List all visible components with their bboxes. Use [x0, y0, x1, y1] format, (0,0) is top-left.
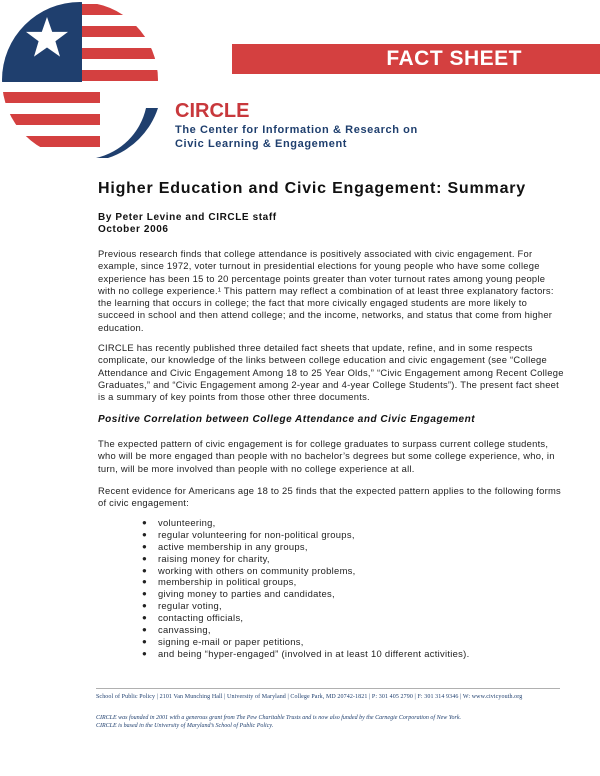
list-item: ● membership in political groups,	[142, 576, 297, 588]
list-item: ● volunteering,	[142, 517, 216, 528]
bullet-icon: ●	[142, 601, 148, 611]
bullet-icon: ●	[142, 636, 148, 646]
section-heading: Positive Correlation between College Attendance and Civic Engagement	[98, 414, 476, 425]
list-item: ● contacting officials,	[142, 612, 244, 624]
bullet-icon: ●	[142, 589, 148, 599]
org-tagline-line2: Civic Learning & Engagement	[175, 138, 348, 150]
bullet-icon: ●	[142, 553, 148, 563]
list-item: ● signing e-mail or paper petitions,	[142, 635, 304, 647]
expected-pattern-paragraph: The expected pattern of civic engagement is for college graduates to surpass current college students, who will be more engaged than people with no bachelor’s degrees but some college experience, who, in turn, will be more involved than people with no college experience at all.	[98, 438, 555, 474]
banner-label: FACT SHEET	[386, 47, 522, 70]
list-item: ● canvassing,	[142, 624, 211, 636]
byline	[98, 212, 277, 236]
fact-sheet-banner	[232, 44, 600, 74]
list-item: ● and being “hyper-engaged” (involved in at least 10 different activities).	[142, 647, 470, 659]
bullet-icon: ●	[142, 518, 148, 527]
list-item: ● raising money for charity,	[142, 552, 270, 564]
org-name: CIRCLE	[175, 100, 250, 122]
bullet-icon: ●	[142, 529, 148, 539]
bullet-icon: ●	[142, 613, 148, 623]
bullet-icon: ●	[142, 577, 148, 587]
star-and-stripes-logo	[0, 0, 160, 165]
intro-paragraph: Previous research finds that college attendance is positively associated with civic engagement. For example, since 1972, voter turnout in presidential elections for young people who have some college experience has been 15 to 20 percentage points greater than voter turnout rates among young people with no college experience.¹ This pattern may reflect a combination of at least three explanatory factors: the learning that occurs in college; the fact that more civically engaged students are more likely to succeed in school and then attend college; and the income, networks, and status that come from higher education.	[98, 248, 554, 333]
footer-address: School of Public Policy | 2101 Van Munching Hall | University of Maryland | College Park, MD 20742-1821 | P: 301 405 2790 | F: 301 314 9346 | W: www.civicyouth.org	[96, 694, 523, 700]
footer-notes	[96, 714, 566, 730]
list-item: ● working with others on community problems,	[142, 564, 356, 576]
publication-date: October 2006	[98, 224, 169, 235]
bullet-icon: ●	[142, 648, 148, 658]
list-item: ● regular voting,	[142, 600, 222, 612]
bullet-icon: ●	[142, 541, 148, 551]
footer-funding-note: CIRCLE was founded in 2001 with a generous grant from The Pew Charitable Trusts and is now also funded by the Carnegie Corporation of New York.	[96, 715, 462, 721]
authors: By Peter Levine and CIRCLE staff	[98, 212, 277, 223]
list-item: ● active membership in any groups,	[142, 540, 308, 552]
list-item: ● regular volunteering for non-political groups,	[142, 528, 355, 540]
list-item: ● giving money to parties and candidates,	[142, 588, 335, 600]
bullet-icon: ●	[142, 625, 148, 635]
footer-location-note: CIRCLE is based in the University of Maryland’s School of Public Policy.	[96, 723, 274, 729]
footer-divider	[96, 688, 560, 689]
bullet-icon: ●	[142, 565, 148, 575]
recent-evidence-paragraph: Recent evidence for Americans age 18 to 25 finds that the expected pattern applies to the following forms of civic engagement:	[98, 485, 561, 509]
page-title: Higher Education and Civic Engagement: Summary	[98, 180, 526, 197]
civic-engagement-list	[140, 517, 469, 660]
fact-sheets-paragraph: CIRCLE has recently published three detailed fact sheets that update, refine, and in some respects complicate, our knowledge of the links between college education and civic engagement (see “College Attendance and Civic Engagement Among 18 to 25 Year Olds,” “Civic Engagement among Recent College Graduates,” and “Civic Engagement among 2-year and 4-year College Students”). The present fact sheet is a summary of key points from those other three documents.	[98, 342, 564, 403]
org-tagline-line1: The Center for Information & Research on	[175, 124, 418, 136]
